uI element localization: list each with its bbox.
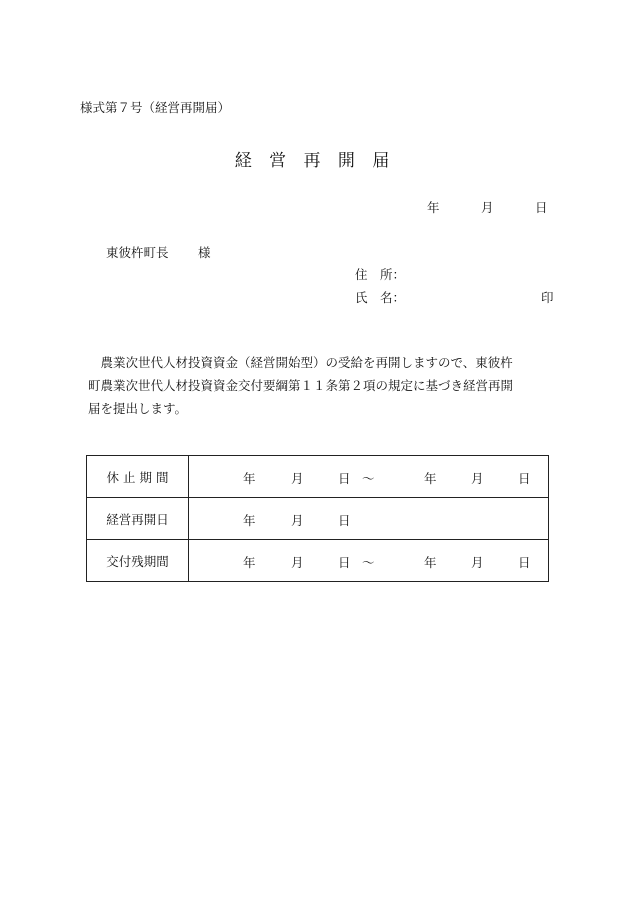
year-mark: 年 [243, 555, 256, 570]
addressee-honorific: 様 [198, 245, 211, 260]
day-mark: 日 [518, 555, 531, 570]
row-value [189, 456, 549, 498]
range-tilde: ～ [362, 555, 375, 570]
addressee-name: 東彼杵町長 [106, 245, 169, 260]
month-mark: 月 [471, 555, 484, 570]
month-mark: 月 [471, 471, 484, 486]
table-row-suspension [87, 456, 549, 498]
date-year: 年 [427, 200, 440, 215]
day-mark: 日 [338, 471, 351, 486]
seal-mark: 印 [541, 290, 554, 305]
month-mark: 月 [291, 471, 304, 486]
year-mark: 年 [424, 555, 437, 570]
month-mark: 月 [291, 513, 304, 528]
day-mark: 日 [338, 555, 351, 570]
row-value [189, 498, 549, 540]
year-mark: 年 [424, 471, 437, 486]
table-row-restart-date [87, 498, 549, 540]
year-mark: 年 [243, 471, 256, 486]
table-row-remaining-period [87, 540, 549, 582]
day-mark: 日 [338, 513, 351, 528]
row-label: 経営再開日 [87, 498, 189, 540]
document-title: 経 営 再 開 届 [234, 151, 396, 171]
period-table [86, 455, 549, 582]
year-mark: 年 [243, 513, 256, 528]
row-label: 休 止 期 間 [87, 456, 189, 498]
name-label: 氏 名： [355, 290, 406, 305]
body-line-1: 農業次世代人材投資資金（経営開始型）の受給を再開しますので、東彼杵 [100, 355, 513, 370]
date-month: 月 [481, 200, 494, 215]
row-label: 交付残期間 [87, 540, 189, 582]
body-paragraph [88, 351, 558, 420]
form-number: 様式第７号（経営再開届） [80, 100, 231, 115]
body-line-2: 町農業次世代人材投資資金交付要綱第１１条第２項の規定に基づき経営再開 [88, 378, 514, 393]
row-value [189, 540, 549, 582]
month-mark: 月 [291, 555, 304, 570]
body-line-3: 届を提出します。 [88, 401, 188, 416]
date-day: 日 [535, 200, 548, 215]
day-mark: 日 [518, 471, 531, 486]
address-label: 住 所： [355, 267, 406, 282]
range-tilde: ～ [362, 471, 375, 486]
